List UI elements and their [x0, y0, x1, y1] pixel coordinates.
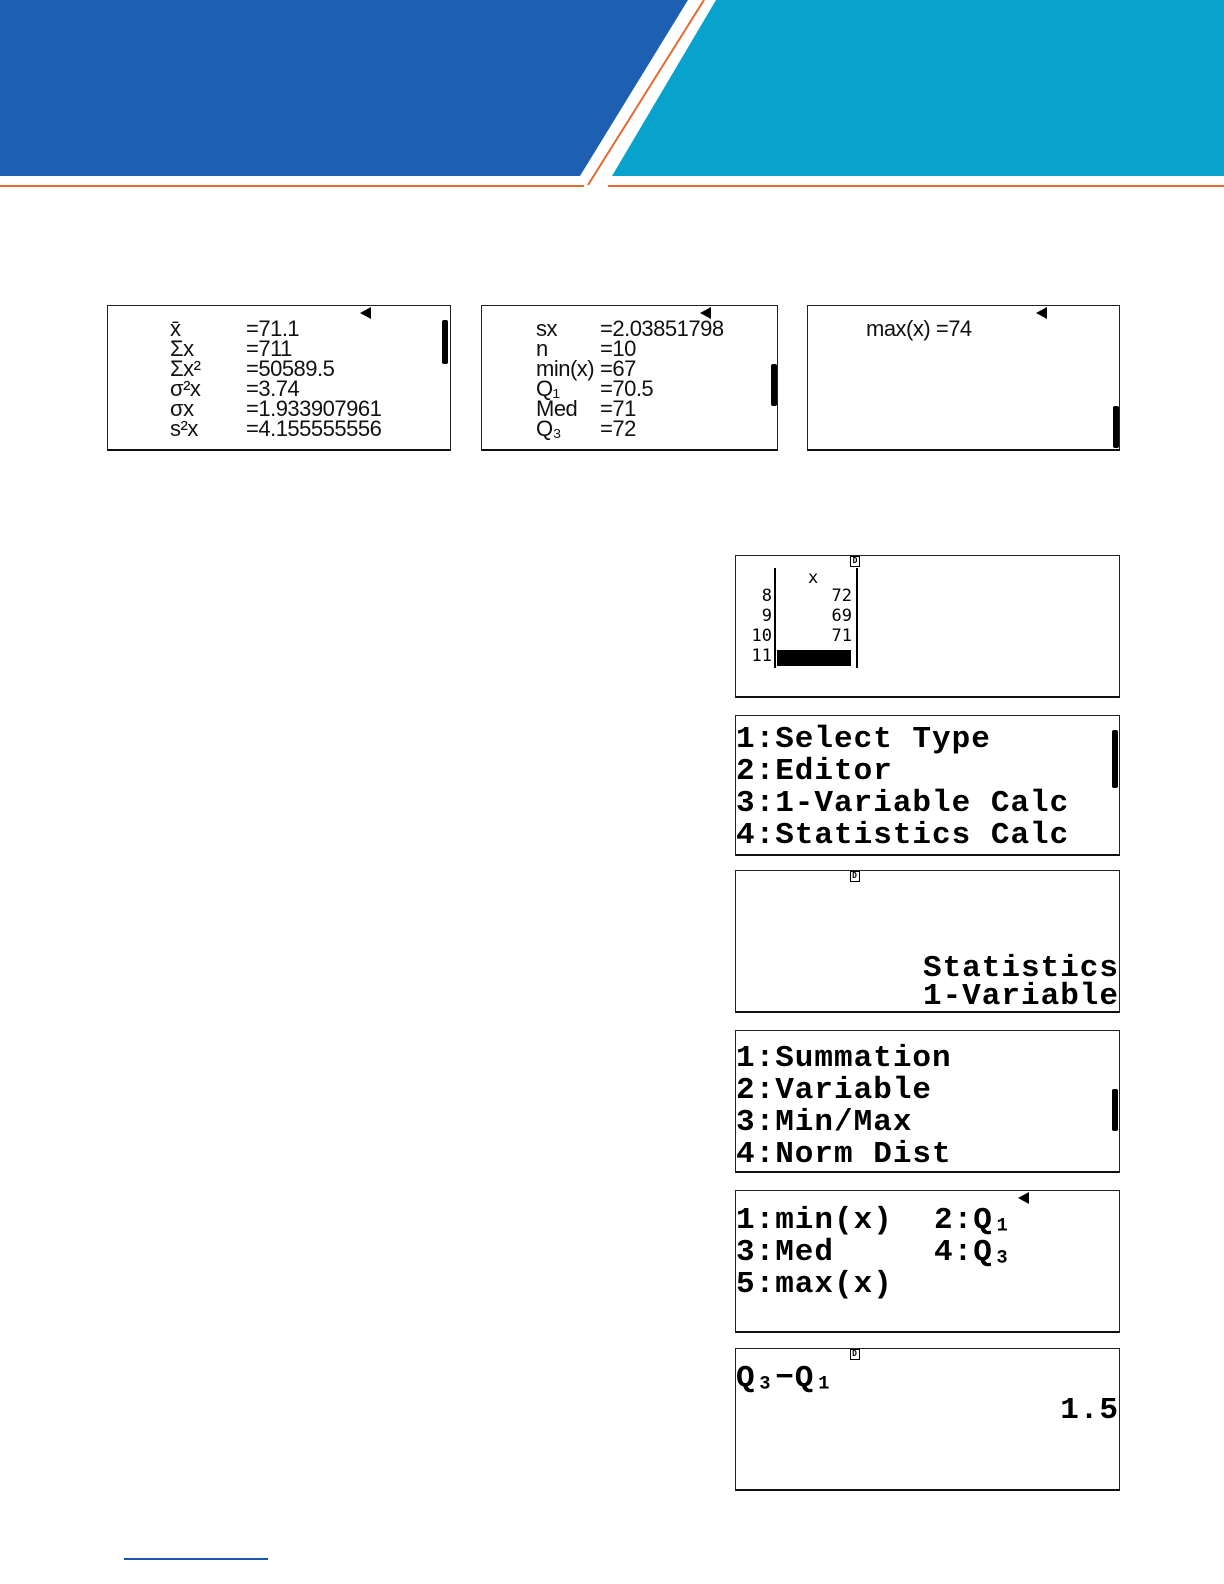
- calc-screen-main-menu: [735, 715, 1120, 856]
- mode-line-statistics: Statistics: [922, 951, 1119, 986]
- stat-row: Σx =711: [170, 336, 292, 361]
- header-banner: [0, 0, 1224, 200]
- editor-row-index: 10: [751, 626, 772, 646]
- scrollbar: [442, 320, 448, 364]
- stat-row: σx =1.933907961: [170, 396, 382, 421]
- calc-screen-minmax-menu: [735, 1190, 1120, 1333]
- stat-row: Med =71: [536, 396, 636, 421]
- degree-indicator: D: [850, 1349, 860, 1360]
- calc-screen-mode: [735, 870, 1120, 1013]
- scroll-left-indicator-icon: [1036, 307, 1047, 319]
- calc-screen-editor: [735, 555, 1120, 698]
- editor-cell[interactable]: 71: [831, 626, 852, 646]
- calc-expression: Q₃−Q₁: [736, 1361, 835, 1396]
- mode-line-1-variable: 1-Variable: [922, 979, 1119, 1013]
- menu-item-statistics-calc[interactable]: 4:Statistics Calc: [736, 818, 1070, 853]
- menu-item-q1[interactable]: 2:Q₁: [934, 1203, 1013, 1238]
- menu-item-q3[interactable]: 4:Q₃: [934, 1235, 1013, 1270]
- menu-item-select-type[interactable]: 1:Select Type: [736, 722, 991, 757]
- stat-row: Q₃ =72: [536, 416, 636, 441]
- editor-row-index: 11: [751, 646, 772, 666]
- scrollbar: [1112, 1089, 1118, 1131]
- menu-item-min-max[interactable]: 3:Min/Max: [736, 1105, 913, 1140]
- menu-item-med[interactable]: 3:Med: [736, 1235, 835, 1270]
- menu-item-summation[interactable]: 1:Summation: [736, 1041, 952, 1076]
- editor-cursor-cell[interactable]: [777, 650, 851, 666]
- editor-cell[interactable]: 72: [831, 586, 852, 606]
- stat-row: Σx² =50589.5: [170, 356, 335, 381]
- calc-screen-stats-1: [107, 305, 451, 451]
- scroll-left-indicator-icon: [1018, 1192, 1029, 1204]
- stat-row: n =10: [536, 336, 636, 361]
- editor-row-index: 9: [761, 606, 772, 626]
- degree-indicator: D: [850, 556, 860, 567]
- calc-screen-stats-3: [807, 305, 1120, 451]
- menu-item-norm-dist[interactable]: 4:Norm Dist: [736, 1137, 952, 1172]
- stat-row: min(x) =67: [536, 356, 636, 381]
- scrollbar: [1113, 406, 1119, 448]
- degree-indicator: D: [850, 871, 860, 882]
- menu-item-variable[interactable]: 2:Variable: [736, 1073, 933, 1108]
- scrollbar: [771, 364, 777, 406]
- calc-result: 1.5: [1060, 1393, 1119, 1428]
- stat-row: sx =2.03851798: [536, 316, 724, 341]
- editor-cell[interactable]: 69: [831, 606, 852, 626]
- menu-item-1-variable-calc[interactable]: 3:1-Variable Calc: [736, 786, 1070, 821]
- stat-row: Q₁ =70.5: [536, 376, 654, 401]
- calc-screen-stats-2: [481, 305, 778, 451]
- banner-light-panel: [612, 0, 1224, 176]
- calc-screen-stat-menu: [735, 1030, 1120, 1173]
- editor-column-header: x: [808, 568, 819, 588]
- stat-row: x̄ =71.1: [170, 316, 300, 341]
- menu-item-max-x[interactable]: 5:max(x): [736, 1267, 893, 1302]
- editor-row-index: 8: [761, 586, 772, 606]
- editor-column-right-line: [856, 568, 858, 668]
- footer-underline: [124, 1558, 268, 1560]
- stat-row: s²x =4.155555556: [170, 416, 382, 441]
- menu-item-min-x[interactable]: 1:min(x): [736, 1203, 893, 1238]
- menu-item-editor[interactable]: 2:Editor: [736, 754, 893, 789]
- scroll-left-indicator-icon: [360, 307, 371, 319]
- calc-screen-result: [735, 1348, 1120, 1491]
- stat-row: σ²x =3.74: [170, 376, 300, 401]
- banner-dark-panel: [0, 0, 688, 176]
- stat-row: max(x) =74: [866, 316, 972, 341]
- scrollbar: [1112, 730, 1118, 788]
